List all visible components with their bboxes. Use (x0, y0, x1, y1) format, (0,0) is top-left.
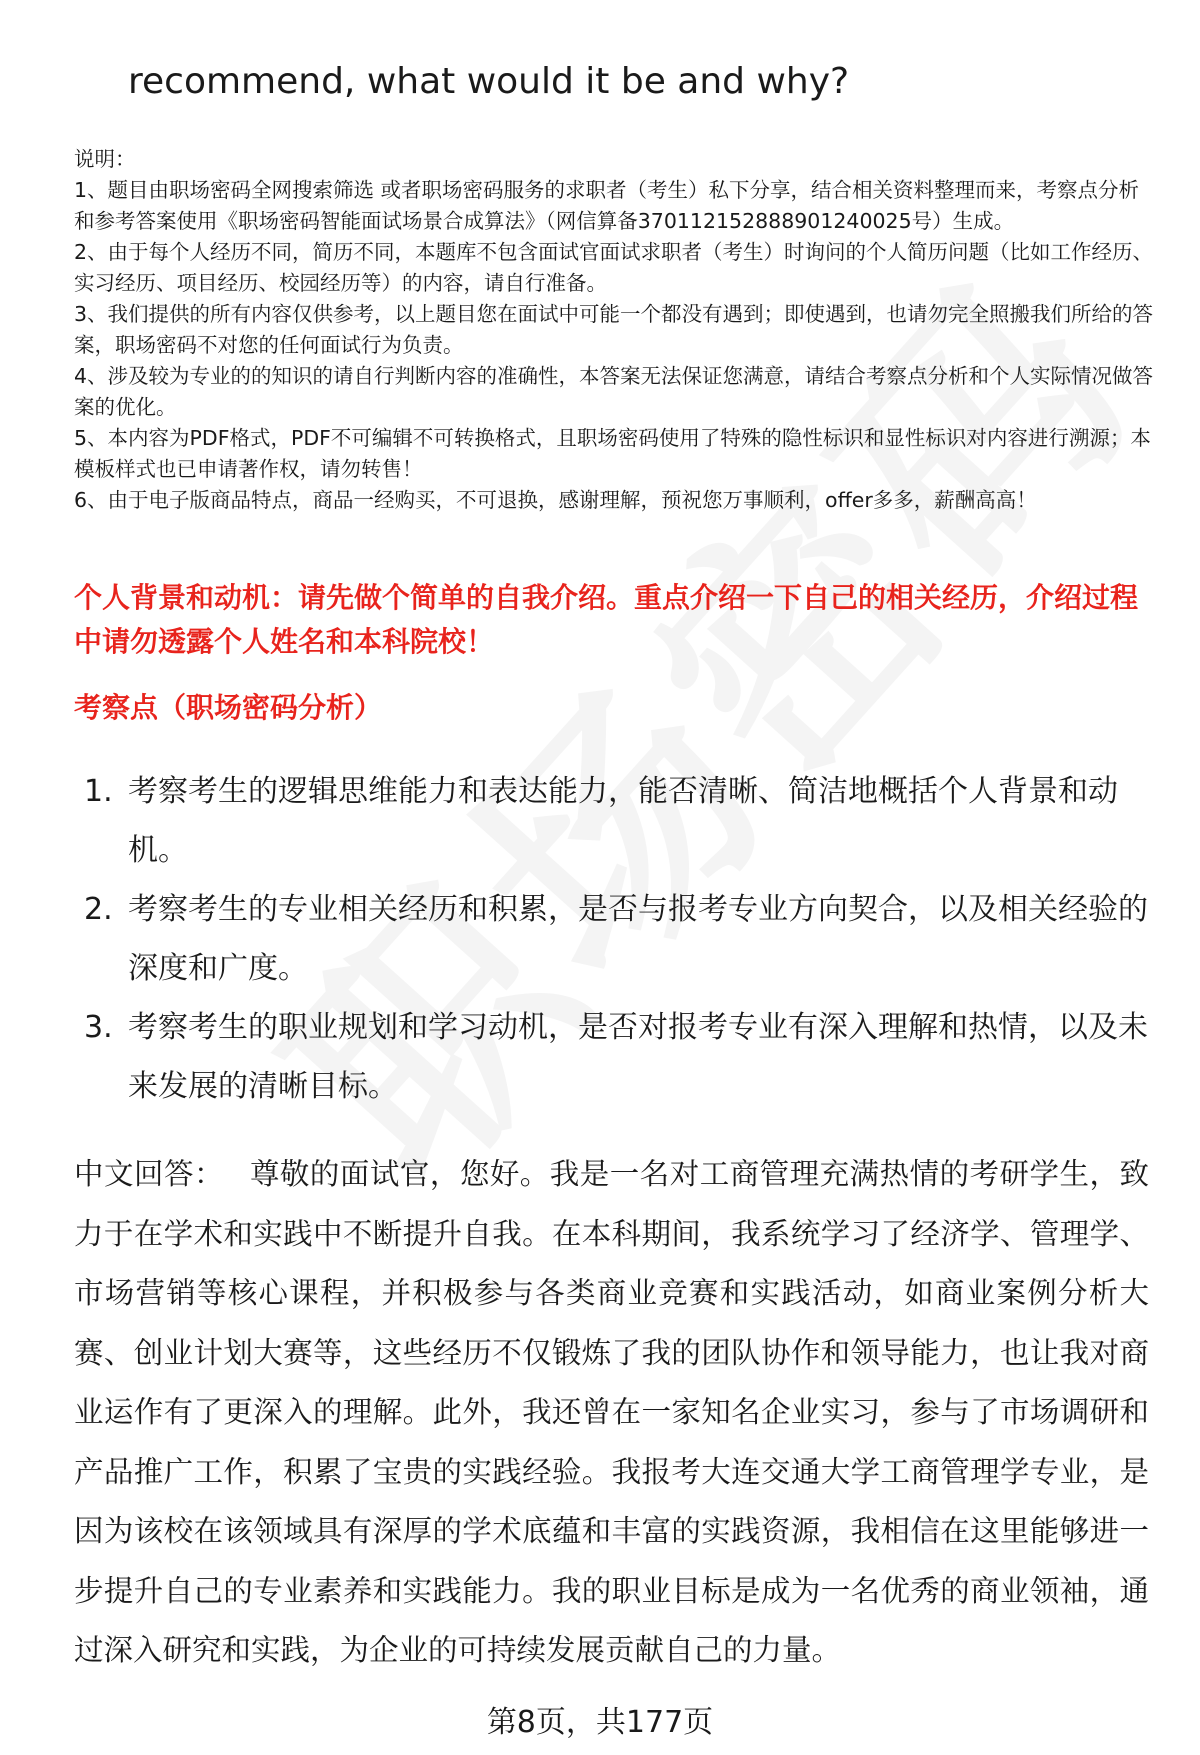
analysis-point (74, 762, 1164, 880)
point-number: 1. (84, 774, 113, 809)
analysis-point (74, 998, 1164, 1116)
note-item: 4、涉及较为专业的的知识的请自行判断内容的准确性，本答案无法保证您满意，请结合考察点分析和个人实际情况做答案的优化。 (74, 364, 1154, 419)
point-number: 3. (84, 1010, 113, 1045)
note-item: 3、我们提供的所有内容仅供参考，以上题目您在面试中可能一个都没有遇到；即使遇到，也请勿完全照搬我们所给的答案，职场密码不对您的任何面试行为负责。 (74, 302, 1154, 357)
note-item: 1、题目由职场密码全网搜索筛选 或者职场密码服务的求职者（考生）私下分享，结合相关资料整理而来，考察点分析和参考答案使用《职场密码智能面试场景合成算法》（网信算备370112152888901240025号）生成。 (74, 178, 1140, 233)
note-item: 5、本内容为PDF格式，PDF不可编辑不可转换格式，且职场密码使用了特殊的隐性标识和显性标识对内容进行溯源；本模板样式也已申请著作权，请勿转售！ (74, 426, 1151, 481)
notes-block (74, 144, 1159, 516)
analysis-point (74, 880, 1164, 998)
notes-title: 说明： (74, 147, 136, 171)
note-item: 6、由于电子版商品特点，商品一经购买，不可退换，感谢理解，预祝您万事顺利，offer多多，薪酬高高！ (74, 488, 1037, 512)
answer-label: 中文回答： (74, 1157, 224, 1191)
analysis-title: 考察点（职场密码分析） (74, 691, 383, 724)
interview-question: 个人背景和动机：请先做个简单的自我介绍。重点介绍一下自己的相关经历，介绍过程中请勿透露个人姓名和本科院校！ (74, 581, 1139, 658)
analysis-points-list (74, 762, 1164, 1116)
point-text: 考察考生的职业规划和学习动机，是否对报考专业有深入理解和热情，以及未来发展的清晰目标。 (128, 1010, 1148, 1104)
lead-question: recommend, what would it be and why? (128, 61, 850, 102)
note-item: 2、由于每个人经历不同，简历不同，本题库不包含面试官面试求职者（考生）时询问的个人简历问题（比如工作经历、实习经历、项目经历、校园经历等）的内容，请自行准备。 (74, 240, 1154, 295)
point-text: 考察考生的专业相关经历和积累，是否与报考专业方向契合，以及相关经验的深度和广度。 (128, 892, 1148, 986)
answer-block (74, 1145, 1149, 1681)
page-footer: 第8页，共177页 (486, 1705, 714, 1740)
answer-text: 尊敬的面试官，您好。我是一名对工商管理充满热情的考研学生，致力于在学术和实践中不断提升自我。在本科期间，我系统学习了经济学、管理学、市场营销等核心课程，并积极参与各类商业竞赛和实践活动，如商业案例分析大赛、创业计划大赛等，这些经历不仅锻炼了我的团队协作和领导能力，也让我对商业运作有了更深入的理解。此外，我还曾在一家知名企业实习，参与了市场调研和产品推广工作，积累了宝贵的实践经验。我报考大连交通大学工商管理学专业，是因为该校在该领域具有深厚的学术底蕴和丰富的实践资源，我相信在这里能够进一步提升自己的专业素养和实践能力。我的职业目标是成为一名优秀的商业领袖，通过深入研究和实践，为企业的可持续发展贡献自己的力量。 (74, 1157, 1149, 1667)
point-number: 2. (84, 892, 113, 927)
point-text: 考察考生的逻辑思维能力和表达能力，能否清晰、简洁地概括个人背景和动机。 (128, 774, 1118, 868)
